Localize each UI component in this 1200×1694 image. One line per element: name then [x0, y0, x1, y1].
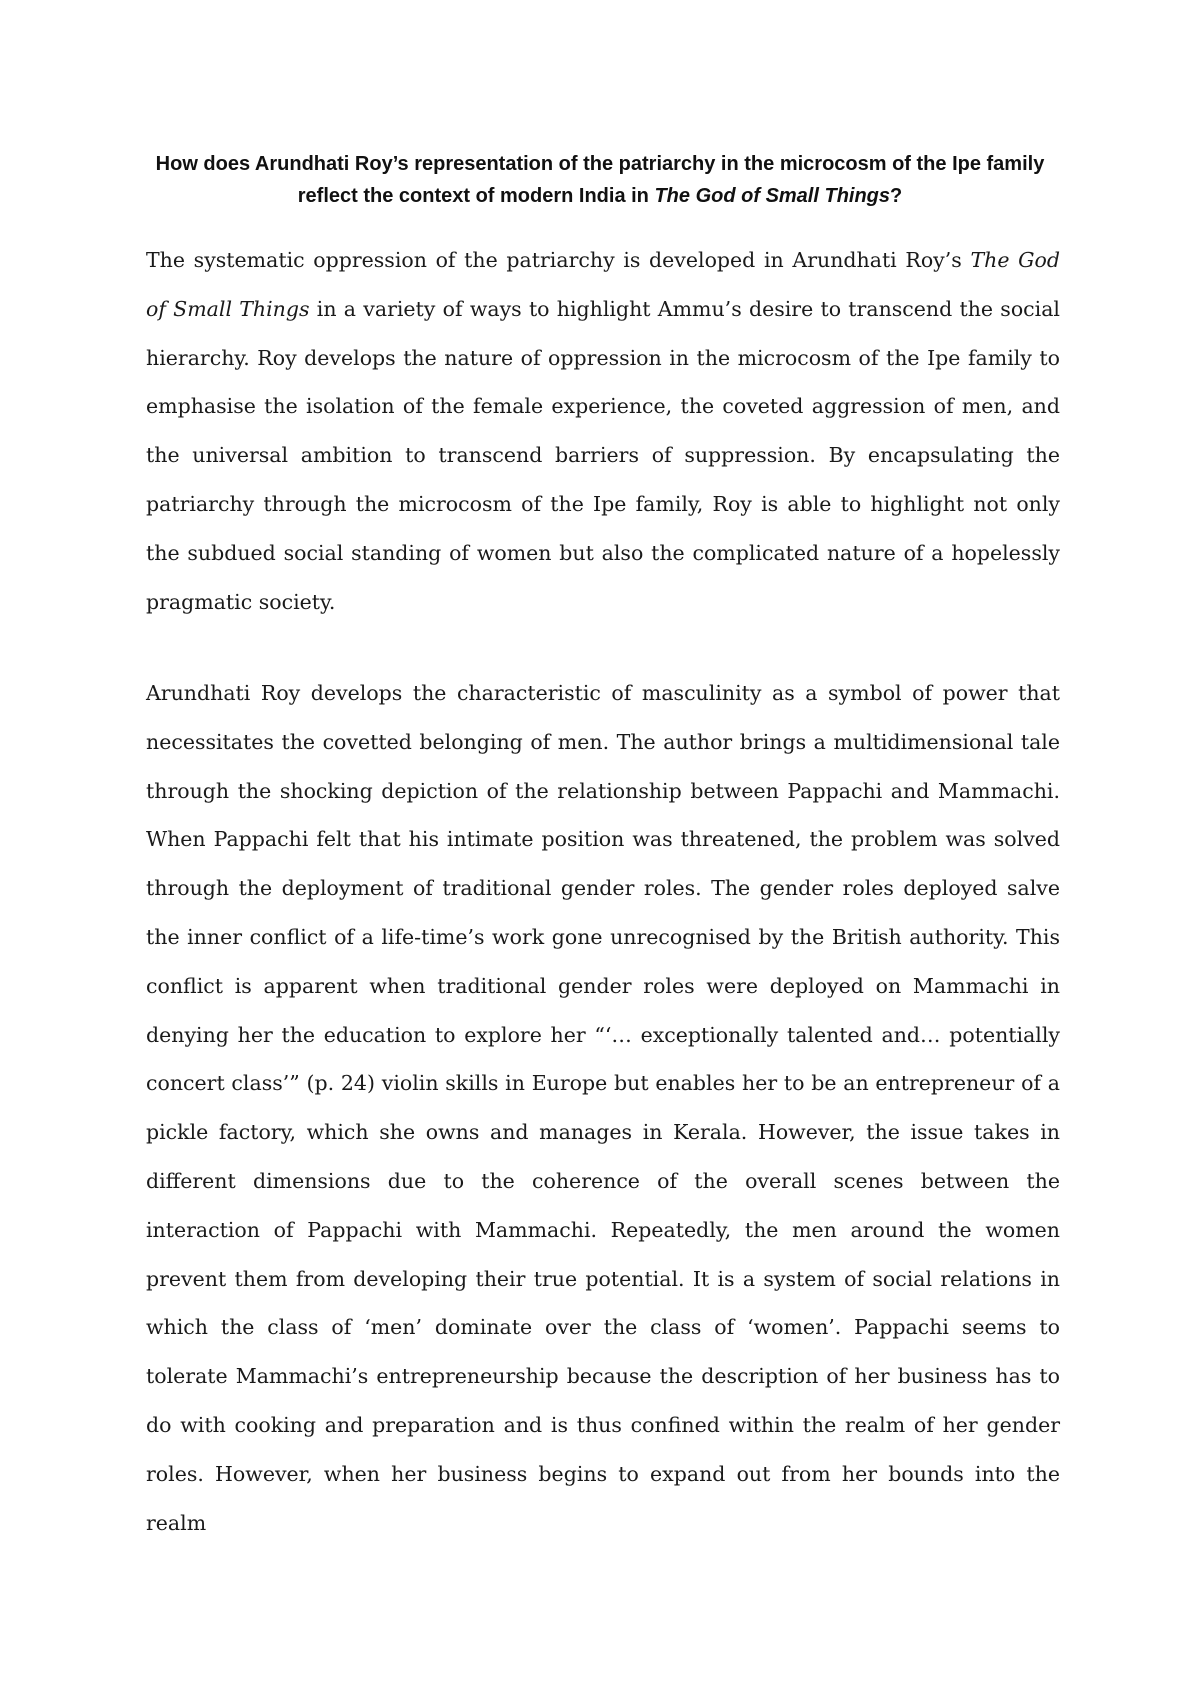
paragraph-text: in a variety of ways to highlight Ammu’s desire to transcend the social hierarchy. Roy develops the nature of oppression in the microcosm of the Ipe family to emphasise the isolation of the female experience, the coveted aggression of men, and the universal ambition to transcend barriers of suppression. By encapsulating the patriarchy through the microcosm of the Ipe family, Roy is able to highlight not only the subdued social standing of women but also the complicated nature of a hopelessly pragmatic society. — [146, 296, 1060, 614]
paragraph-text: The systematic oppression of the patriarchy is developed in Arundhati Roy’s — [146, 248, 971, 272]
paragraph-book-name: The God of Small Things — [146, 248, 1060, 321]
title-book-name: The God of Small Things — [654, 185, 891, 207]
title-question-mark: ? — [890, 185, 903, 207]
paragraph-body: Arundhati Roy develops the characteristic of masculinity as a symbol of power that necessitates the covetted belonging of men. The author brings a multidimensional tale through the shocking depiction of the relationship between Pappachi and Mammachi. When Pappachi felt that his intimate position was threatened, the problem was solved through the deployment of traditional gender roles. The gender roles deployed salve the inner conflict of a life-time’s work gone unrecognised by the British authority. This conflict is apparent when traditional gender roles were deployed on Mammachi in denying her the education to explore her “‘… exceptionally talented and… potentially concert class’” (p. 24) violin skills in Europe but enables her to be an entrepreneur of a pickle factory, which she owns and manages in Kerala. However, the issue takes in different dimensions due to the coherence of the overall scenes between the interaction of Pappachi with Mammachi. Repeatedly, the men around the women prevent them from developing their true potential. It is a system of social relations in which the class of ‘men’ dominate over the class of ‘women’. Pappachi seems to tolerate Mammachi’s entrepreneurship because the description of her business has to do with cooking and preparation and is thus confined within the realm of her gender roles. However, when her business begins to expand out from her bounds into the realm — [146, 681, 1060, 1535]
essay-title — [140, 148, 1060, 212]
title-text: How does Arundhati Roy’s representation of the patriarchy in the microcosm of the Ipe family reflect the context of modern India in — [155, 153, 1045, 207]
paragraph-introduction — [146, 236, 1060, 626]
